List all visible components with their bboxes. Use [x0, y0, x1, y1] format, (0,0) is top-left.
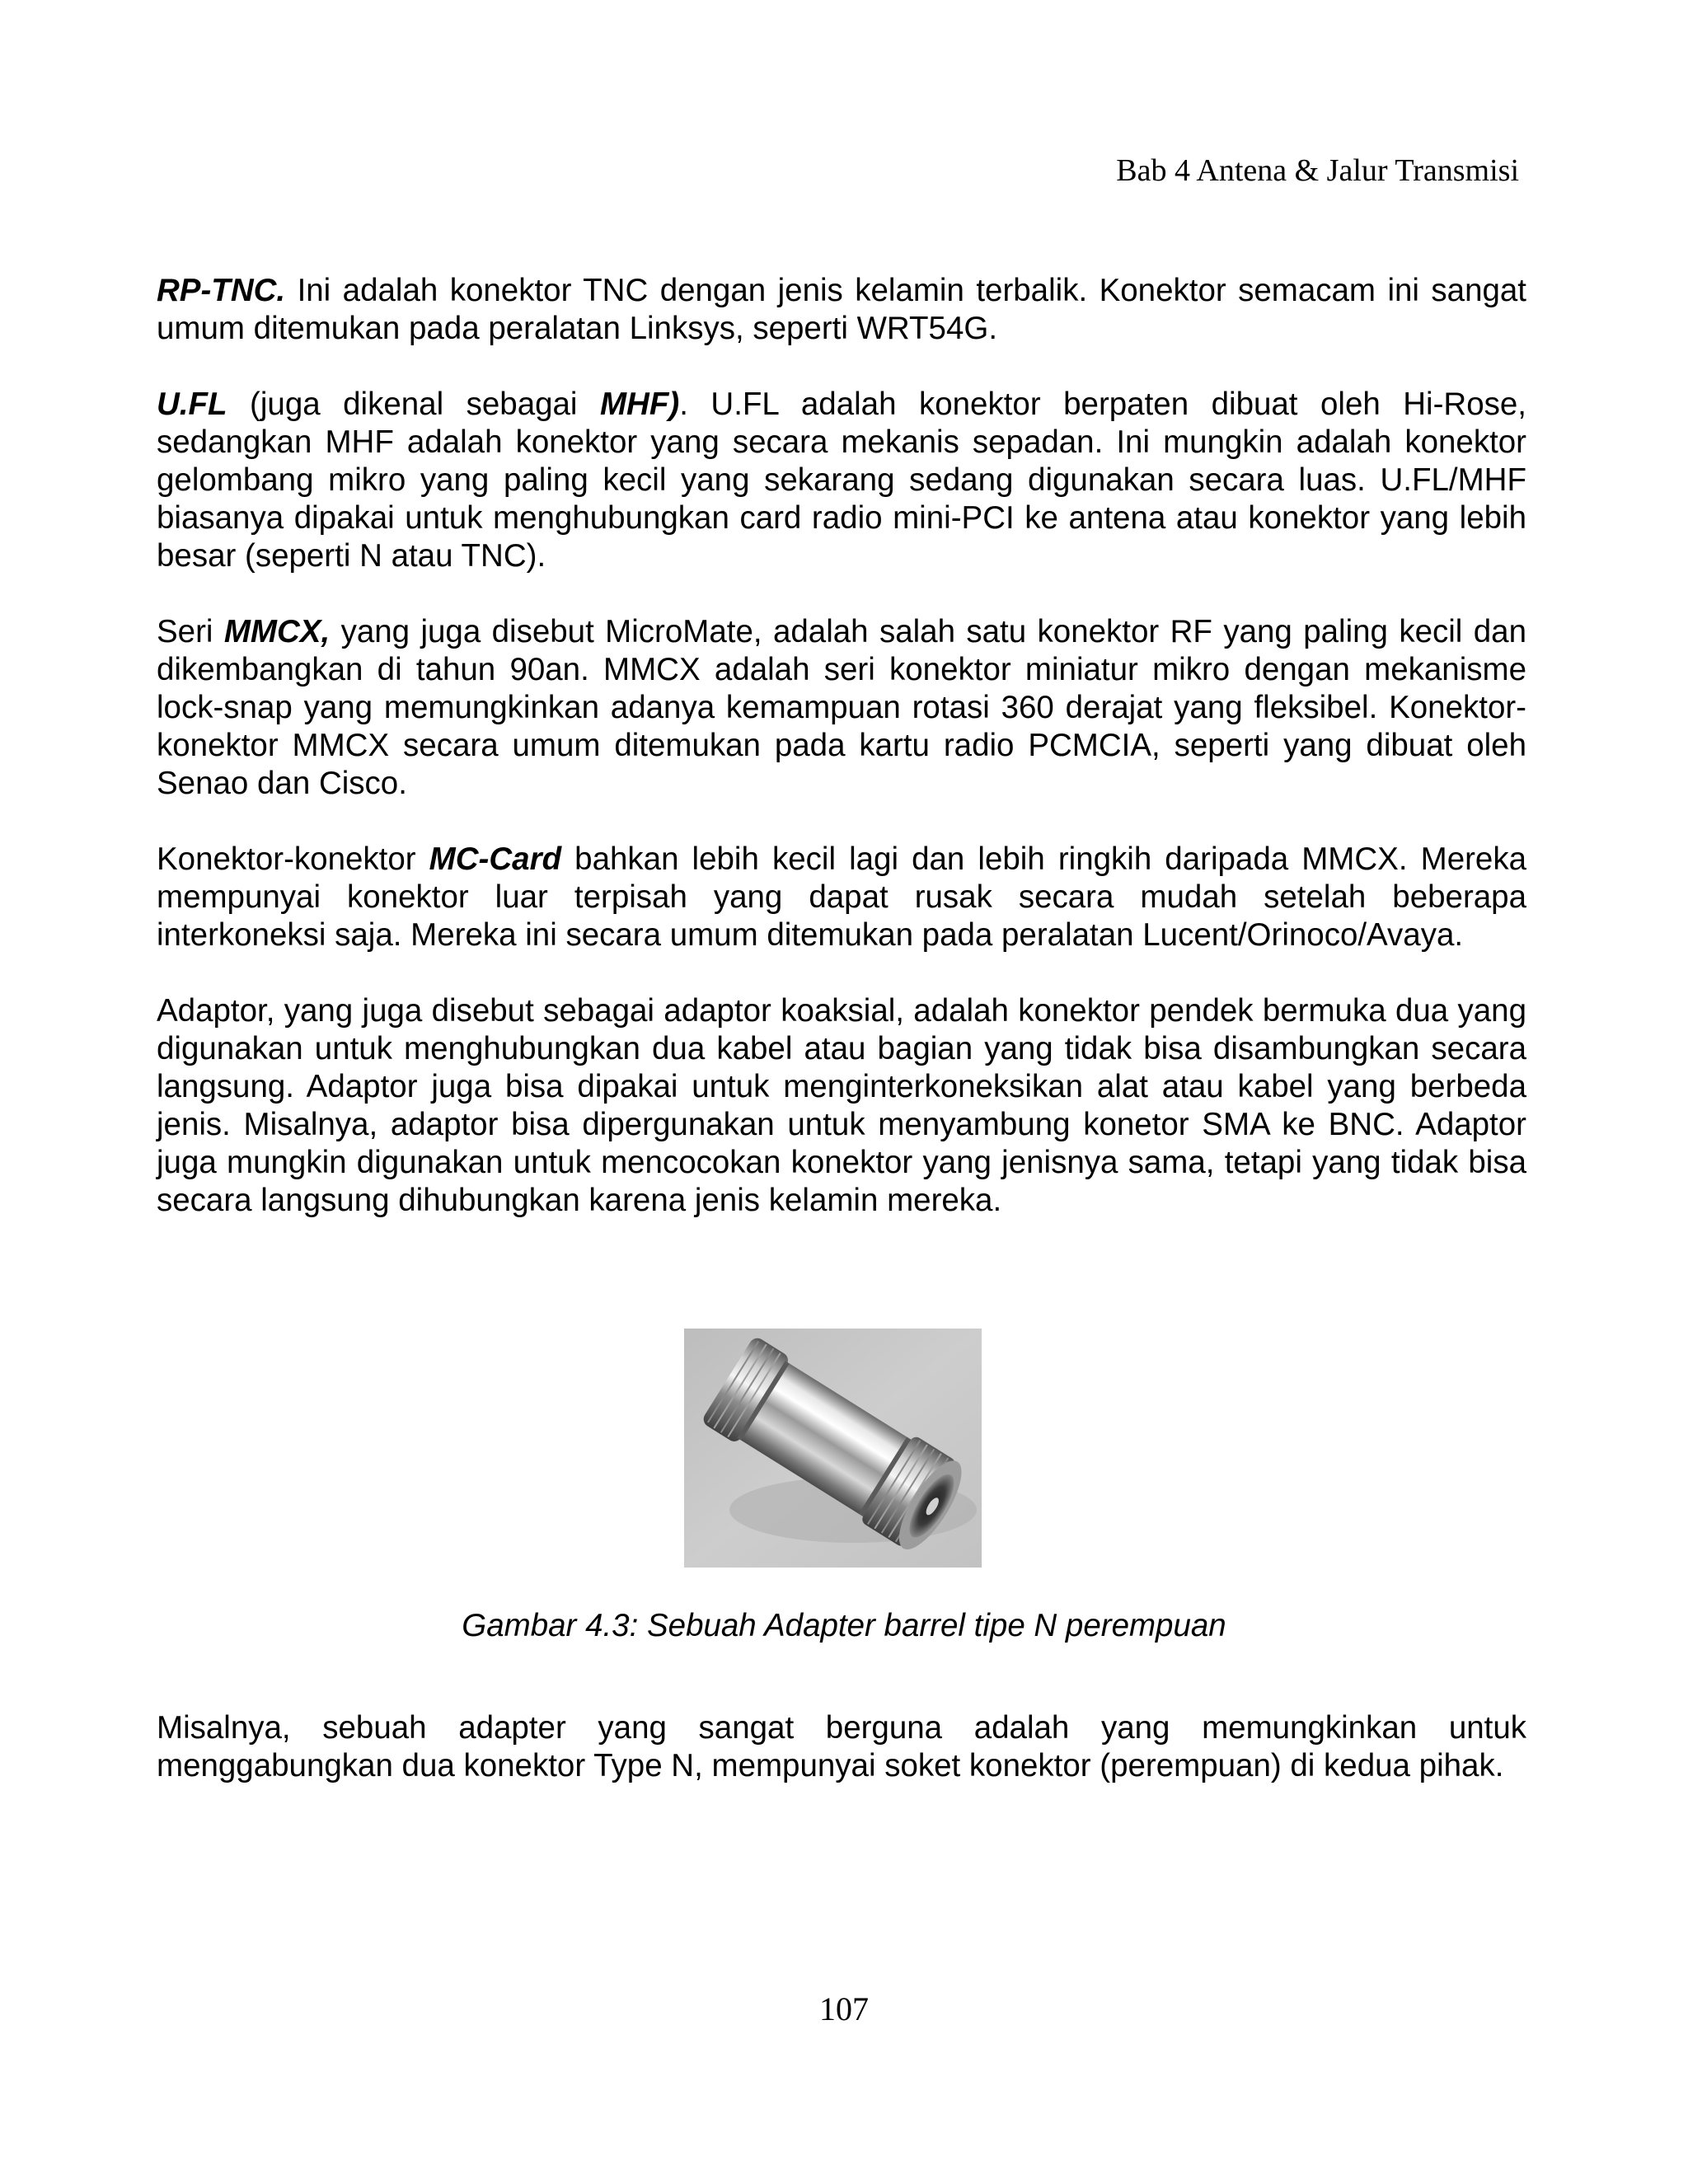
paragraph-adaptor	[157, 992, 1526, 1220]
paragraph-lead: Seri	[157, 614, 224, 649]
paragraph-mmcx	[157, 613, 1526, 803]
paragraph-type-n-adapter	[157, 1709, 1526, 1785]
page-number: 107	[819, 1990, 869, 2027]
paragraph-text: Ini adalah konektor TNC dengan jenis kelamin terbalik. Konektor semacam ini sangat umum ditemukan pada peralatan Linksys, seperti WRT54G.	[157, 273, 1526, 346]
paragraph-ufl	[157, 386, 1526, 575]
term-mc-card: MC-Card	[429, 841, 562, 877]
paragraph-text: Misalnya, sebuah adapter yang sangat berguna adalah yang memungkinkan untuk menggabungkan dua konektor Type N, mempunyai soket konektor (perempuan) di kedua pihak.	[157, 1710, 1526, 1783]
term-rp-tnc: RP-TNC.	[157, 273, 286, 308]
running-header: Bab 4 Antena & Jalur Transmisi	[1116, 153, 1519, 188]
barrel-adapter-figure	[684, 1329, 982, 1568]
paragraph-lead: Konektor-konektor	[157, 841, 429, 877]
term-ufl: U.FL	[157, 387, 227, 422]
paragraph-text: bahkan lebih kecil lagi dan lebih ringkih daripada MMCX. Mereka mempunyai konektor luar terpisah yang dapat rusak secara mudah setelah beberapa interkoneksi saja. Mereka ini secara umum ditemukan pada peralatan Lucent/Orinoco/Avaya.	[157, 841, 1527, 953]
paragraph-rp-tnc	[157, 272, 1526, 348]
paragraph-text: Adaptor, yang juga disebut sebagai adaptor koaksial, adalah konektor pendek bermuka dua yang digunakan untuk menghubungkan dua kabel atau bagian yang tidak bisa disambungkan secara langsung. Adaptor juga bisa dipakai untuk menginterkoneksikan alat atau kabel yang berbeda jenis. Misalnya, adaptor bisa dipergunakan untuk menyambung konetor SMA ke BNC. Adaptor juga mungkin digunakan untuk mencocokan konektor yang jenisnya sama, tetapi yang tidak bisa secara langsung dihubungkan karena jenis kelamin mereka.	[157, 993, 1526, 1218]
paragraph-mc-card	[157, 841, 1526, 954]
paragraph-text: (juga dikenal sebagai	[227, 387, 600, 422]
paragraph-text: yang juga disebut MicroMate, adalah salah satu konektor RF yang paling kecil dan dikembangkan di tahun 90an. MMCX adalah seri konektor miniatur mikro dengan mekanisme lock-snap yang memungkinkan adanya kemampuan rotasi 360 derajat yang fleksibel. Konektor-konektor MMCX secara umum ditemukan pada kartu radio PCMCIA, seperti yang dibuat oleh Senao dan Cisco.	[157, 614, 1526, 801]
n-type-barrel-adapter-photo	[684, 1329, 982, 1568]
figure-caption: Gambar 4.3: Sebuah Adapter barrel tipe N perempuan	[462, 1608, 1226, 1643]
paragraph-text: . U.FL adalah konektor berpaten dibuat oleh Hi-Rose, sedangkan MHF adalah konektor yang secara mekanis sepadan. Ini mungkin adalah konektor gelombang mikro yang paling kecil yang sekarang sedang digunakan secara luas. U.FL/MHF biasanya dipakai untuk menghubungkan card radio mini-PCI ke antena atau konektor yang lebih besar (seperti N atau TNC).	[157, 387, 1527, 574]
term-mmcx: MMCX,	[223, 614, 331, 649]
term-mhf: MHF)	[599, 387, 680, 422]
